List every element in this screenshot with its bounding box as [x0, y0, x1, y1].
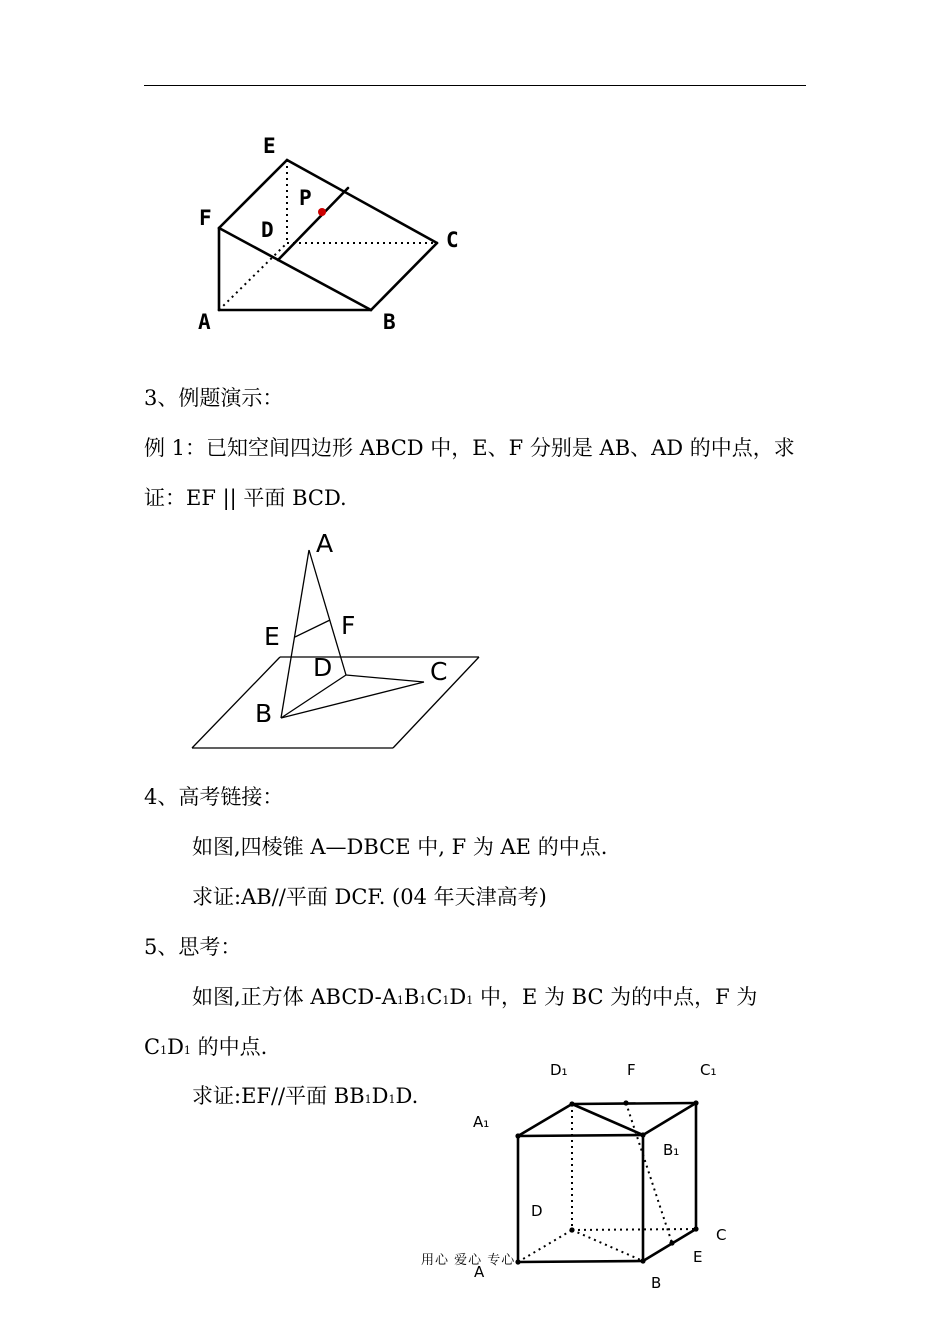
label-B: B — [383, 310, 396, 334]
edge-AB — [518, 1261, 643, 1262]
subscript: 1 — [388, 1093, 396, 1106]
section-4-line-2: 求证:AB//平面 DCF. (04 年天津高考) — [192, 885, 547, 909]
edge-A1D1 — [518, 1104, 572, 1136]
section-4-line-1: 如图,四棱锥 A—DBCE 中, F 为 AE 的中点. — [192, 835, 608, 859]
text-part: D — [449, 985, 467, 1009]
label-D: D — [261, 218, 274, 242]
text-part: C — [426, 985, 443, 1009]
label-B: B — [255, 699, 273, 728]
subscript: 1 — [466, 994, 474, 1007]
label-E: E — [693, 1248, 703, 1266]
text-part: 求证:EF//平面 BB — [192, 1084, 365, 1108]
label-B1: B₁ — [663, 1141, 680, 1159]
label-A: A — [316, 529, 334, 558]
label-B: B — [651, 1274, 662, 1292]
example-1-line-2: 证：EF || 平面 BCD. — [144, 486, 347, 510]
subscript: 1 — [160, 1044, 168, 1057]
label-D1: D₁ — [550, 1061, 568, 1079]
vertex-C1 — [693, 1100, 698, 1105]
section-3-heading: 3、例题演示： — [144, 386, 284, 410]
text-part: C — [144, 1035, 161, 1059]
label-A: A — [198, 310, 211, 334]
edge-D1C1 — [572, 1103, 696, 1104]
label-C: C — [430, 657, 448, 686]
text-part: B — [403, 985, 420, 1009]
subscript: 1 — [183, 1044, 191, 1057]
label-F: F — [199, 206, 212, 230]
text-part: 的中点. — [190, 1035, 268, 1059]
edge-BC — [643, 1229, 696, 1261]
edge-DB-hidden — [572, 1230, 643, 1261]
subscript: 1 — [396, 994, 404, 1007]
label-A1: A₁ — [473, 1113, 490, 1131]
section-4-heading: 4、高考链接： — [144, 785, 284, 809]
edge-D1B1 — [572, 1104, 643, 1135]
label-A: A — [474, 1263, 485, 1281]
text-part: D. — [395, 1084, 419, 1108]
subscript: 1 — [364, 1093, 372, 1106]
vertex-C — [693, 1226, 698, 1231]
example-1-line-1: 例 1：已知空间四边形 ABCD 中，E、F 分别是 AB、AD 的中点，求 — [144, 436, 795, 460]
point-F — [623, 1100, 628, 1105]
text-part: 中，E 为 BC 为的中点，F 为 — [473, 985, 758, 1009]
subscript: 1 — [419, 994, 427, 1007]
vertex-B1 — [640, 1132, 645, 1137]
vertex-B — [640, 1258, 645, 1263]
text-part: D — [371, 1084, 389, 1108]
label-C: C — [716, 1226, 727, 1244]
segment-FE-hidden — [626, 1103, 672, 1243]
text-part: 如图,正方体 ABCD-A — [192, 985, 397, 1009]
vertex-D — [569, 1227, 574, 1232]
label-D: D — [531, 1202, 543, 1220]
edge-C1B1 — [643, 1103, 696, 1135]
label-P: P — [299, 186, 312, 210]
vertex-A — [515, 1259, 520, 1264]
label-E: E — [264, 622, 280, 651]
point-E — [669, 1240, 674, 1245]
section-5-heading: 5、思考： — [144, 935, 242, 959]
edge-DC-hidden — [572, 1229, 696, 1230]
vertex-A1 — [515, 1133, 520, 1138]
label-E: E — [263, 134, 276, 158]
vertex-D1 — [569, 1101, 574, 1106]
label-F: F — [341, 611, 356, 640]
subscript: 1 — [442, 994, 450, 1007]
label-F: F — [627, 1061, 636, 1079]
label-C1: C₁ — [700, 1061, 717, 1079]
text-part: D — [167, 1035, 184, 1059]
label-D: D — [313, 653, 333, 682]
footer-text: 用心 爱心 专心 — [421, 1253, 516, 1268]
label-C: C — [446, 228, 459, 252]
edge-A1B1 — [518, 1135, 643, 1136]
edge-AD-hidden — [518, 1230, 572, 1262]
